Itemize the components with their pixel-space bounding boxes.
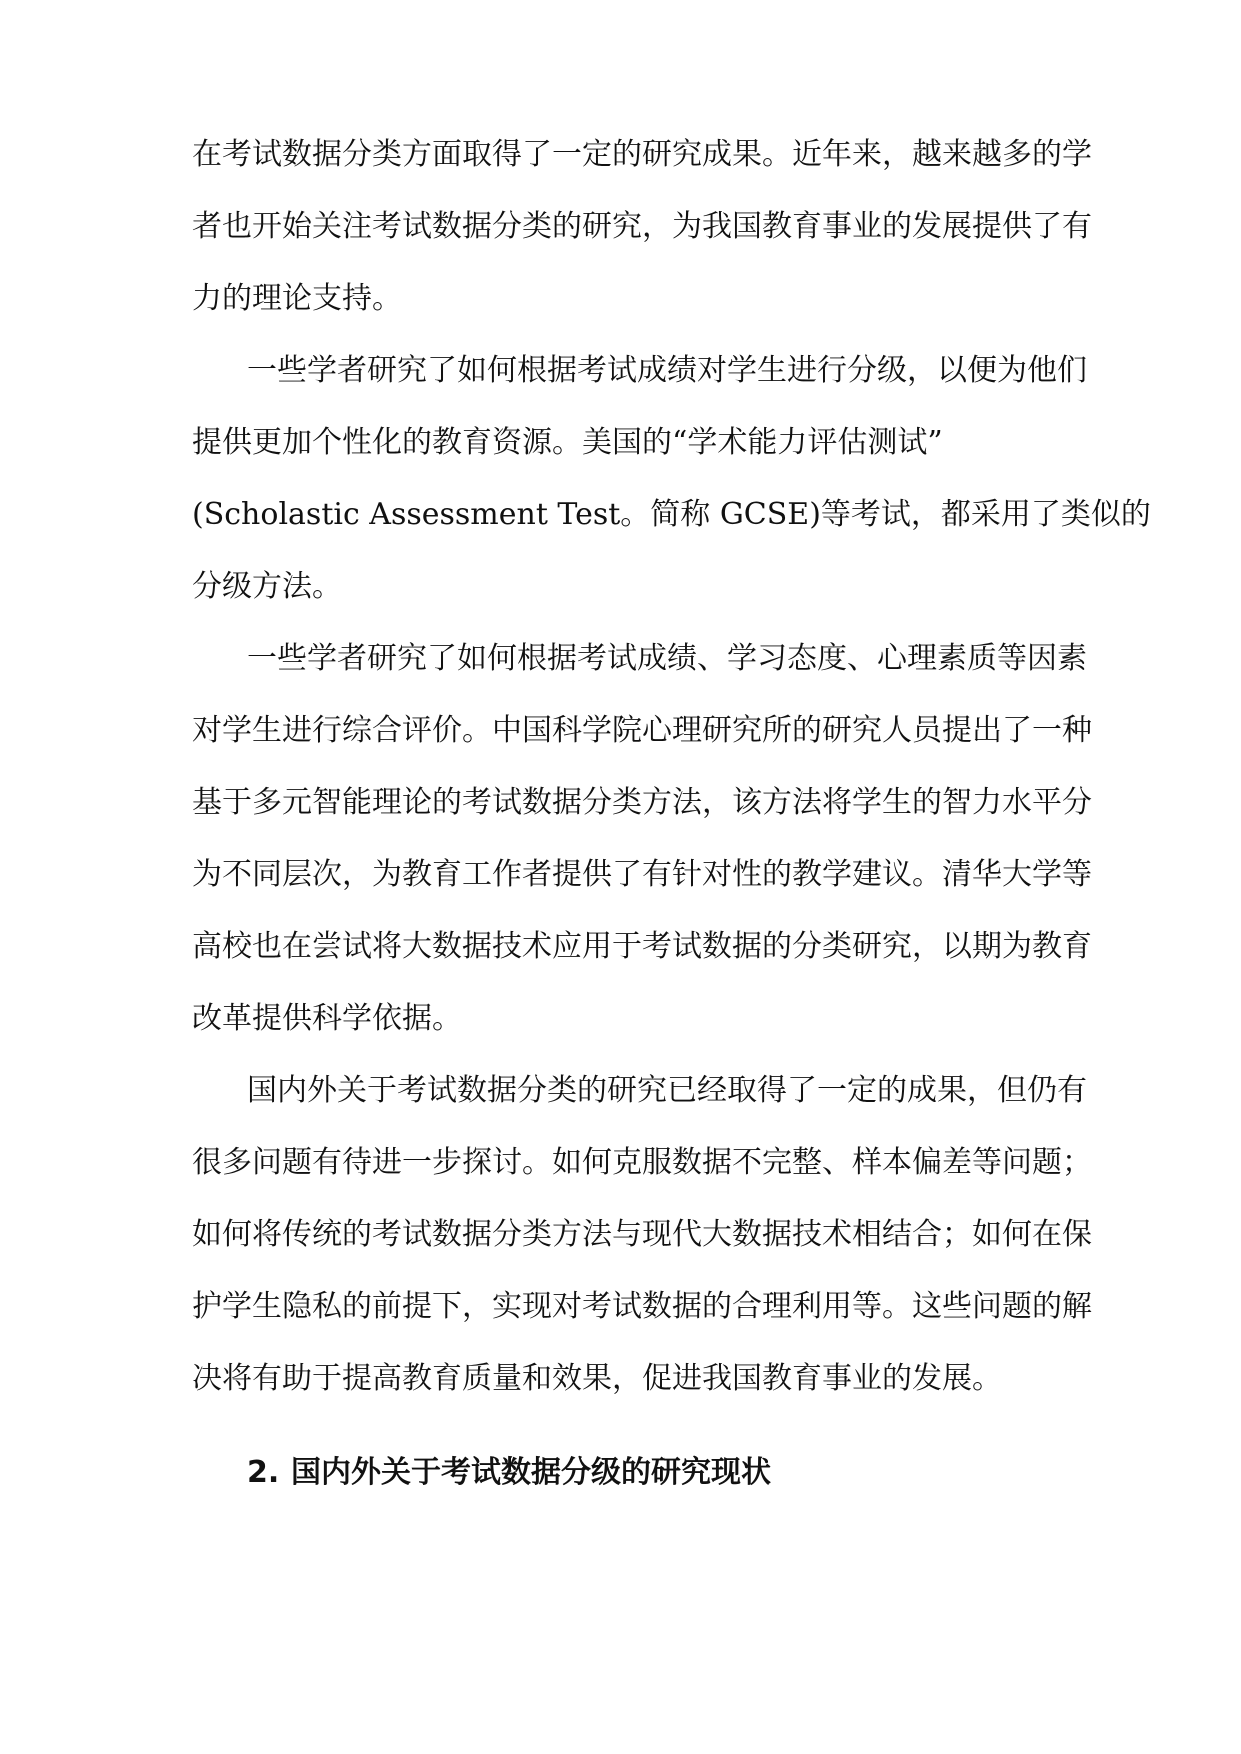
paragraph-2-line-2: 提供更加个性化的教育资源。美国的“学术能力评估测试”	[192, 425, 943, 460]
paragraph-3-line-4: 为不同层次，为教育工作者提供了有针对性的教学建议。清华大学等	[192, 857, 1092, 892]
paragraph-2-line-4: 分级方法。	[192, 569, 342, 604]
paragraph-1-line-2: 者也开始关注考试数据分类的研究，为我国教育事业的发展提供了有	[192, 209, 1092, 244]
paragraph-3-line-3: 基于多元智能理论的考试数据分类方法，该方法将学生的智力水平分	[192, 785, 1092, 820]
paragraph-2-line-1: 一些学者研究了如何根据考试成绩对学生进行分级，以便为他们	[247, 353, 1087, 388]
paragraph-3-line-2: 对学生进行综合评价。中国科学院心理研究所的研究人员提出了一种	[192, 713, 1092, 748]
paragraph-3-line-6: 改革提供科学依据。	[192, 1001, 462, 1036]
paragraph-4-line-1: 国内外关于考试数据分类的研究已经取得了一定的成果，但仍有	[247, 1073, 1087, 1108]
paragraph-3-line-5: 高校也在尝试将大数据技术应用于考试数据的分类研究，以期为教育	[192, 929, 1092, 964]
paragraph-4-line-4: 护学生隐私的前提下，实现对考试数据的合理利用等。这些问题的解	[192, 1289, 1092, 1324]
paragraph-4-line-3: 如何将传统的考试数据分类方法与现代大数据技术相结合；如何在保	[192, 1217, 1092, 1252]
section-number: 2.	[247, 1455, 280, 1490]
paragraph-4-line-2: 很多问题有待进一步探讨。如何克服数据不完整、样本偏差等问题；	[192, 1145, 1092, 1180]
paragraph-1-line-3: 力的理论支持。	[192, 281, 402, 316]
section-heading	[247, 1451, 1052, 1495]
paragraph-3-line-1: 一些学者研究了如何根据考试成绩、学习态度、心理素质等因素	[247, 641, 1087, 676]
section-title: 国内外关于考试数据分级的研究现状	[291, 1455, 771, 1490]
paragraph-2-line-3: (Scholastic Assessment Test。简称 GCSE)等考试，都采用了类似的	[192, 497, 1151, 532]
paragraph-4-line-5: 决将有助于提高教育质量和效果，促进我国教育事业的发展。	[192, 1361, 1002, 1396]
paragraph-1-line-1: 在考试数据分类方面取得了一定的研究成果。近年来，越来越多的学	[192, 137, 1092, 172]
